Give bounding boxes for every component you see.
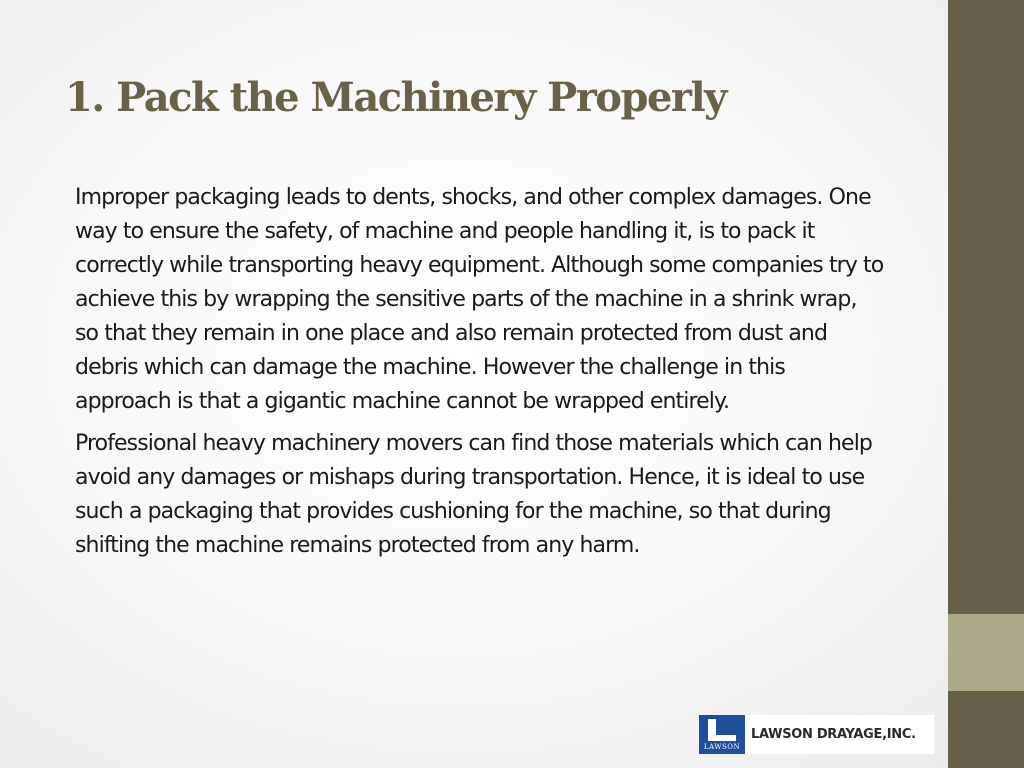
lawson-logo-icon [699, 715, 745, 754]
company-logo [699, 715, 934, 754]
paragraph-1: Improper packaging leads to dents, shocks, and other complex damages. One way to ensure the safety, of machine and people handling it, is to pack it correctly while transporting heavy equipment. Although some companies try to achieve this by wrapping the sensitive parts of the machine in a shrink wrap, so that they remain in one place and also remain protected from dust and debris which can damage the machine. However the challenge in this approach is that a gigantic machine cannot be wrapped entirely. [75, 185, 884, 414]
sidebar-accent-block [948, 614, 1024, 691]
paragraph-2: Professional heavy machinery movers can find those materials which can help avoid any damages or mishaps during transportation. Hence, it is ideal to use such a packaging that provides cushioning for the machine, so that during shifting the machine remains protected from any harm. [75, 431, 872, 558]
company-name: LAWSON DRAYAGE,INC. [751, 727, 916, 742]
slide-body [75, 181, 885, 571]
logo-mark-text: LAWSON [703, 743, 741, 751]
slide-title: 1. Pack the Machinery Properly [65, 74, 726, 121]
